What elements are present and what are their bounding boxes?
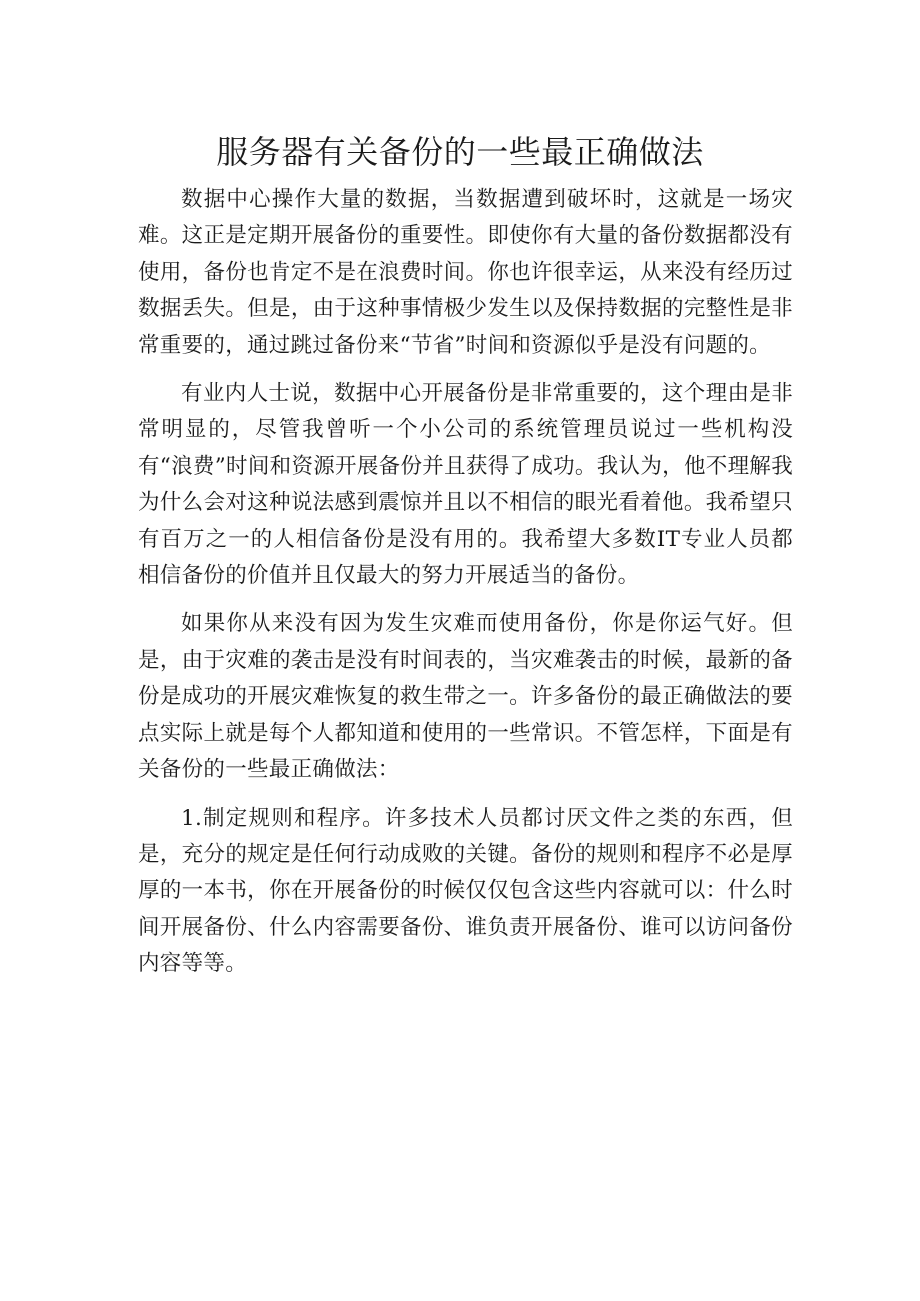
paragraph-1: 数据中心操作大量的数据，当数据遭到破坏时，这就是一场灾难。这正是定期开展备份的重要性。即使你有大量的备份数据都没有使用，备份也肯定不是在浪费时间。你也许很幸运，从来没有经历过数据丢失。但是，由于这种事情极少发生以及保持数据的完整性是非常重要的，通过跳过备份来“节省”时间和资源似乎是没有问题的。 (138, 187, 793, 358)
paragraph-3: 如果你从来没有因为发生灾难而使用备份，你是你运气好。但是，由于灾难的袭击是没有时间表的，当灾难袭击的时候，最新的备份是成功的开展灾难恢复的救生带之一。许多备份的最正确做法的要点实际上就是每个人都知道和使用的一些常识。不管怎样，下面是有关备份的一些最正确做法： (138, 611, 793, 783)
document-title: 服务器有关备份的一些最正确做法 (216, 133, 704, 171)
paragraph-2: 有业内人士说，数据中心开展备份是非常重要的，这个理由是非常明显的，尽管我曾听一个小公司的系统管理员说过一些机构没有“浪费”时间和资源开展备份并且获得了成功。我认为，他不理解我为什么会对这种说法感到震惊并且以不相信的眼光看着他。我希望只有百万之一的人相信备份是没有用的。我希望大多数IT专业人员都相信备份的价值并且仅最大的努力开展适当的备份。 (138, 381, 793, 589)
document-body (138, 182, 793, 995)
paragraph-4: 1.制定规则和程序。许多技术人员都讨厌文件之类的东西，但是，充分的规定是任何行动成败的关键。备份的规则和程序不必是厚厚的一本书，你在开展备份的时候仅仅包含这些内容就可以：什么时间开展备份、什么内容需要备份、谁负责开展备份、谁可以访问备份内容等等。 (138, 805, 793, 977)
